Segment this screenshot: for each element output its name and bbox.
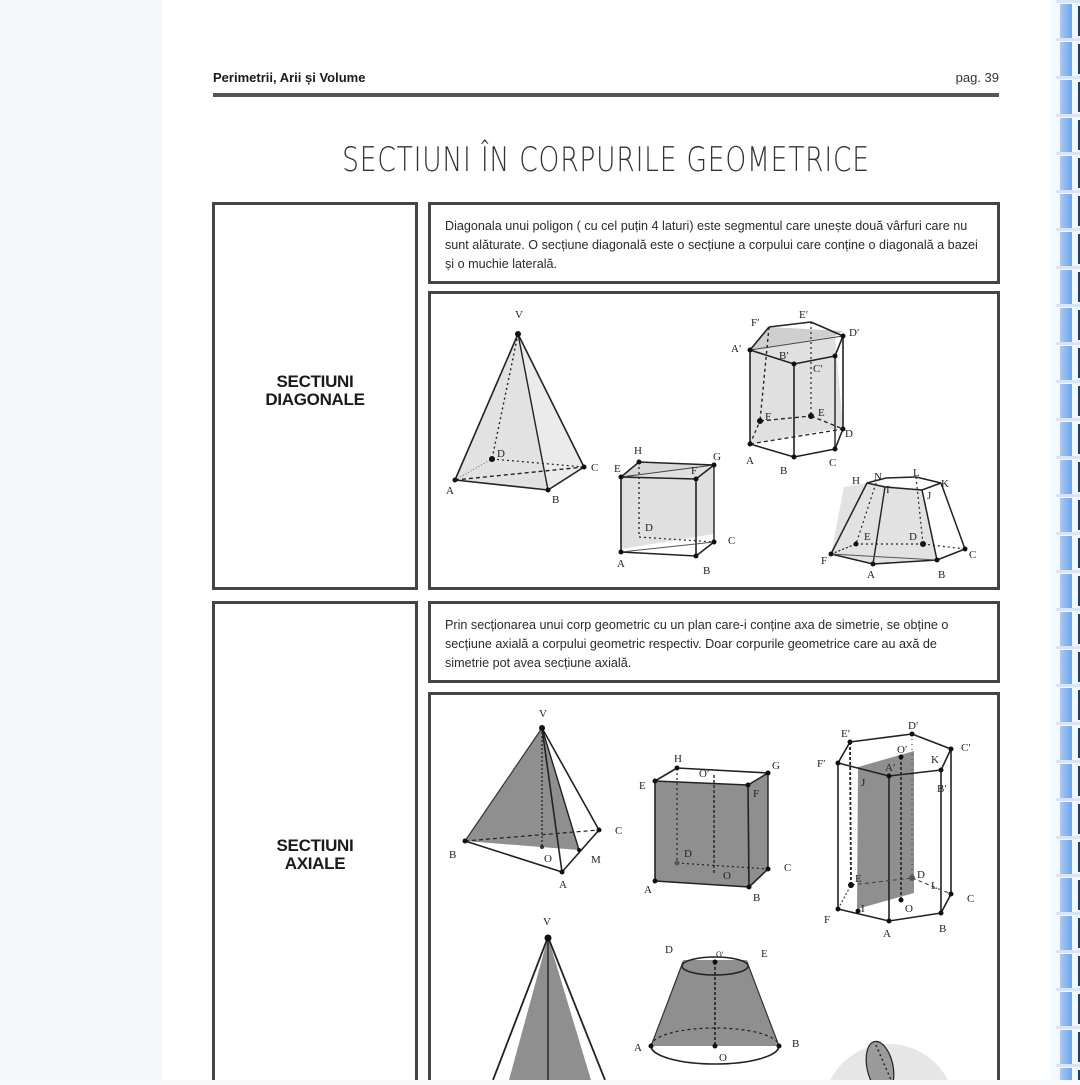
svg-text:D: D <box>665 944 673 956</box>
section-label-line2: AXIALE <box>284 854 346 873</box>
svg-text:K: K <box>941 478 949 490</box>
svg-text:B: B <box>753 892 761 904</box>
svg-text:G: G <box>772 760 780 772</box>
svg-text:J: J <box>927 490 932 502</box>
diagonal-section-figures <box>431 294 997 587</box>
svg-text:A: A <box>644 884 652 896</box>
svg-text:C: C <box>784 862 792 874</box>
svg-text:D′: D′ <box>908 720 919 732</box>
svg-text:B: B <box>938 569 946 581</box>
spiral-coil <box>1056 270 1080 304</box>
svg-text:F′: F′ <box>751 317 760 329</box>
svg-text:A: A <box>634 1042 642 1054</box>
svg-text:J: J <box>861 777 866 789</box>
svg-text:B′: B′ <box>937 783 947 795</box>
svg-text:F: F <box>821 555 828 567</box>
spiral-coil <box>1056 954 1080 988</box>
svg-text:A: A <box>746 455 754 467</box>
svg-text:F′: F′ <box>817 758 826 770</box>
spiral-coil <box>1056 536 1080 570</box>
cone-figure <box>493 916 605 1080</box>
svg-text:O: O <box>905 903 913 915</box>
spiral-coil <box>1056 878 1080 912</box>
svg-text:B: B <box>792 1038 800 1050</box>
figures-box-diagonal <box>428 291 1000 590</box>
book-title: Perimetrii, Arii și Volume <box>213 70 366 85</box>
svg-text:V: V <box>515 309 523 321</box>
svg-text:C: C <box>615 825 623 837</box>
svg-text:O′: O′ <box>699 768 710 780</box>
spiral-coil <box>1056 802 1080 836</box>
spiral-coil <box>1056 346 1080 380</box>
svg-text:B: B <box>449 849 457 861</box>
svg-text:A: A <box>617 558 625 570</box>
svg-text:C′: C′ <box>813 363 823 375</box>
svg-text:H: H <box>674 753 682 765</box>
svg-text:D: D <box>909 531 917 543</box>
svg-text:C: C <box>969 549 977 561</box>
svg-text:A: A <box>867 569 875 581</box>
svg-text:L: L <box>931 880 938 892</box>
spiral-coil <box>1056 194 1080 228</box>
svg-text:B: B <box>703 565 711 577</box>
spiral-coil <box>1056 650 1080 684</box>
spiral-coil <box>1056 460 1080 494</box>
svg-text:F: F <box>691 465 698 477</box>
svg-text:E: E <box>818 407 825 419</box>
figures-box-axial <box>428 692 1000 1080</box>
svg-text:D: D <box>645 522 653 534</box>
svg-text:A: A <box>446 485 454 497</box>
header-rule <box>213 93 999 97</box>
section-label-box-diagonal <box>212 202 418 590</box>
hex-prism-figure <box>731 309 859 477</box>
spiral-coil <box>1056 232 1080 266</box>
spiral-coil <box>1056 156 1080 190</box>
sphere-figure <box>823 1039 955 1080</box>
spiral-coil <box>1056 726 1080 760</box>
spiral-coil <box>1056 80 1080 114</box>
spiral-coil <box>1056 612 1080 646</box>
section-description-box-diagonal <box>428 202 1000 284</box>
svg-text:K: K <box>931 754 939 766</box>
svg-text:C: C <box>829 457 837 469</box>
spiral-coil <box>1056 118 1080 152</box>
svg-text:E′: E′ <box>799 309 809 321</box>
axial-section-figures <box>431 695 997 1080</box>
triangular-pyramid-figure <box>449 708 622 891</box>
svg-text:O′: O′ <box>897 744 908 756</box>
spiral-coil <box>1056 498 1080 532</box>
spiral-coil <box>1056 1068 1080 1080</box>
svg-text:D: D <box>845 428 853 440</box>
svg-text:V: V <box>543 916 551 928</box>
spiral-coil <box>1056 574 1080 608</box>
cube-figure <box>614 445 735 577</box>
svg-text:H: H <box>852 475 860 487</box>
svg-text:D: D <box>684 848 692 860</box>
svg-text:O: O <box>544 853 552 865</box>
svg-text:M: M <box>591 854 601 866</box>
page-title: SECTIUNI ÎN CORPURILE GEOMETRICE <box>342 140 870 180</box>
spiral-coil <box>1056 916 1080 950</box>
svg-text:E: E <box>761 948 768 960</box>
svg-text:D′: D′ <box>849 327 860 339</box>
section-description: Prin secționarea unui corp geometric cu un plan care-i conține axa de simetrie, se obține o secțiune axială a corpului geometric respectiv. Doar corpurile geometrice care au axă de simetrie pot avea secțiune axială. <box>445 618 949 670</box>
axial-cube-figure <box>639 753 791 904</box>
background-margin <box>0 0 162 1080</box>
svg-text:D: D <box>917 869 925 881</box>
page-number: pag. 39 <box>955 70 999 85</box>
svg-text:E: E <box>855 873 862 885</box>
svg-text:H: H <box>634 445 642 457</box>
spiral-coil <box>1056 42 1080 76</box>
svg-text:L: L <box>913 467 920 479</box>
svg-text:A: A <box>559 879 567 891</box>
section-label-line1: SECTIUNI <box>276 372 354 391</box>
spiral-coil <box>1056 422 1080 456</box>
spiral-coil <box>1056 992 1080 1026</box>
spiral-coil <box>1056 308 1080 342</box>
svg-text:A′: A′ <box>885 762 896 774</box>
svg-text:I: I <box>886 484 890 496</box>
svg-text:I: I <box>861 903 865 915</box>
svg-text:V: V <box>539 708 547 720</box>
svg-text:O: O <box>723 870 731 882</box>
svg-text:A: A <box>883 928 891 940</box>
svg-text:N: N <box>874 471 882 483</box>
svg-text:A′: A′ <box>731 343 742 355</box>
spiral-coil <box>1056 384 1080 418</box>
svg-text:E: E <box>864 531 871 543</box>
svg-text:B: B <box>552 494 560 506</box>
section-description: Diagonala unui poligon ( cu cel puțin 4 laturi) este segmentul care unește două vârfuri care nu sunt alăturate. O secțiune diagonală este o secțiune a corpului care conține o diagonală a bazei și o muchie laterală. <box>445 219 978 271</box>
svg-text:F: F <box>824 914 831 926</box>
hex-frustum-figure <box>821 467 976 581</box>
page-header <box>213 70 999 90</box>
svg-text:F: F <box>765 411 772 423</box>
section-label-box-axial <box>212 601 418 1080</box>
svg-text:E: E <box>614 463 621 475</box>
svg-text:C: C <box>591 462 599 474</box>
spiral-coil <box>1056 4 1080 38</box>
spiral-coil <box>1056 840 1080 874</box>
svg-text:B: B <box>780 465 788 477</box>
svg-text:B′: B′ <box>779 350 789 362</box>
svg-text:E: E <box>639 780 646 792</box>
spiral-binding <box>1050 0 1080 1080</box>
pyramid-figure <box>446 309 598 506</box>
frustum-cone-figure <box>634 944 799 1064</box>
svg-text:E′: E′ <box>841 728 851 740</box>
svg-text:O: O <box>719 1052 727 1064</box>
svg-text:C: C <box>967 893 975 905</box>
section-label-line2: DIAGONALE <box>265 390 365 409</box>
svg-text:G: G <box>713 451 721 463</box>
svg-text:O′: O′ <box>716 950 724 959</box>
spiral-coil <box>1056 764 1080 798</box>
svg-text:C′: C′ <box>961 742 971 754</box>
svg-text:B: B <box>939 923 947 935</box>
svg-text:D: D <box>497 448 505 460</box>
svg-text:C: C <box>728 535 736 547</box>
section-label-line1: SECTIUNI <box>276 836 354 855</box>
svg-text:F: F <box>753 788 760 800</box>
axial-hex-prism-figure <box>817 720 974 940</box>
spiral-coil <box>1056 1030 1080 1064</box>
spiral-coil <box>1056 688 1080 722</box>
section-description-box-axial <box>428 601 1000 683</box>
